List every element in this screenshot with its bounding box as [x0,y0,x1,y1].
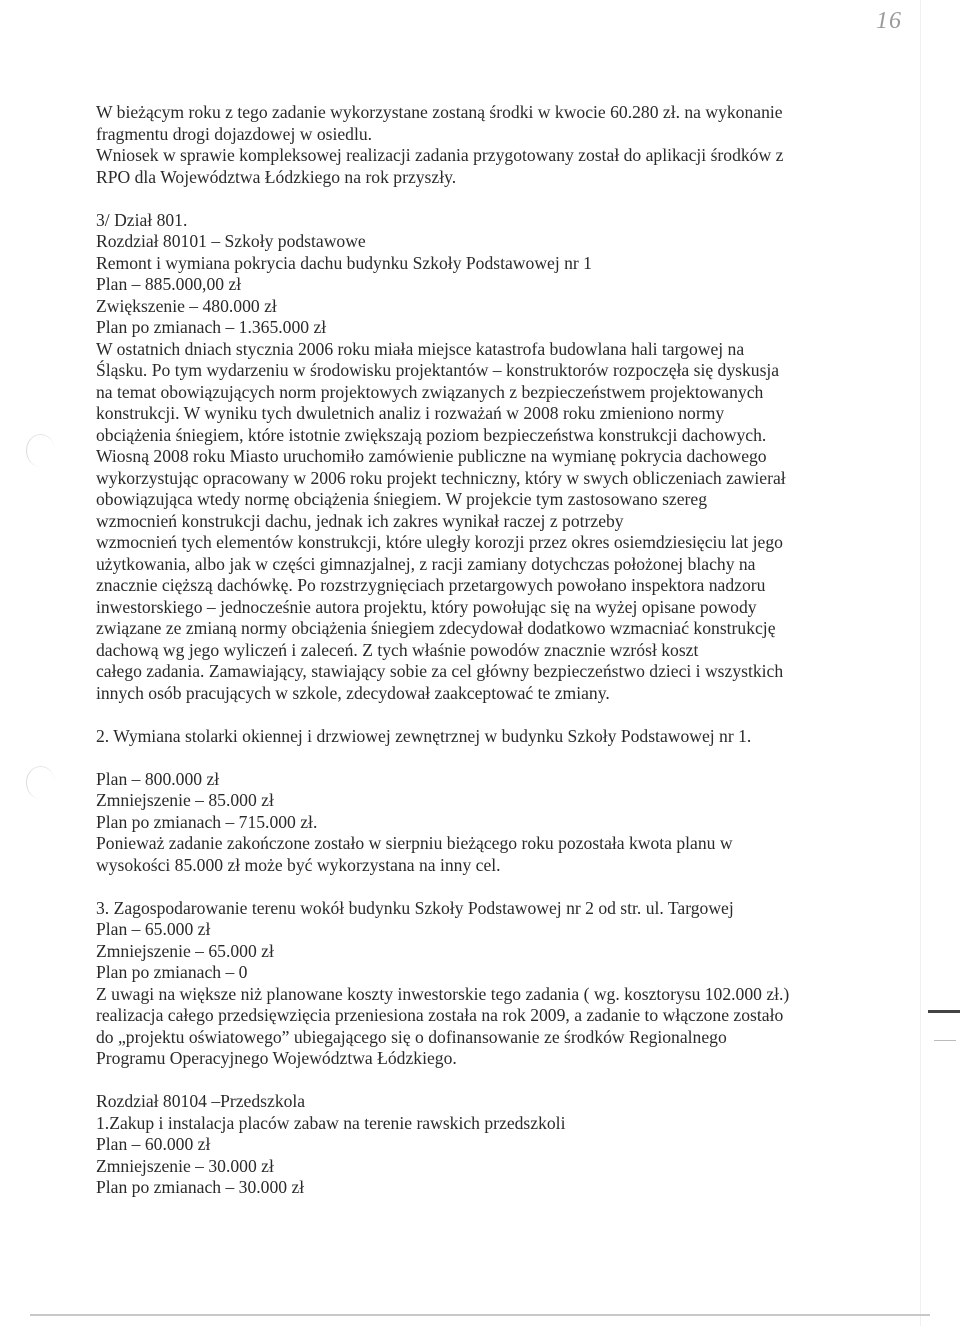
text-line: Wniosek w sprawie kompleksowej realizacji zadania przygotowany został do aplikacji środków z [96,145,784,165]
text-line: Remont i wymiana pokrycia dachu budynku Szkoły Podstawowej nr 1 [96,252,592,273]
text-line: RPO dla Województwa Łódzkiego na rok przyszły. [96,166,457,187]
blank-line [96,876,846,898]
text-line: Zwiększenie – 480.000 zł [96,295,277,316]
text-line: związane ze zmianą normy obciążenia śniegiem zdecydował dodatkowo wzmacniać konstrukcję [96,618,776,638]
text-line: Zmniejszenie – 30.000 zł [96,1155,274,1176]
text-line: Programu Operacyjnego Województwa Łódzkiego. [96,1048,457,1068]
text-line: obowiązująca wtedy normę obciążenia śniegiem. W projekcie tym zastosowano szereg [96,489,707,509]
scan-mark [934,1040,956,1041]
text-line: dachową wg jego wyliczeń i zaleceń. Z tych właśnie powodów znacznie wzrósł koszt [96,639,699,660]
text-line: Plan – 885.000,00 zł [96,274,242,294]
text-line: Z uwagi na większe niż planowane koszty inwestorskie tego zadania ( wg. kosztorysu 102.000 zł.) [96,983,790,1004]
text-line: Wiosną 2008 roku Miasto uruchomiło zamówienie publiczne na wymianę pokrycia dachowego [96,446,767,466]
text-line: wzmocnień konstrukcji dachu, jednak ich zakres wynikał raczej z potrzeby [96,510,624,531]
text-line: całego zadania. Zamawiający, stawiający sobie za cel główny bezpieczeństwo dzieci i wszystkich [96,661,784,681]
text-line: Plan po zmianach – 1.365.000 zł [96,317,327,337]
text-line: innych osób pracujących w szkole, zdecydował zaakceptować te zmiany. [96,682,610,703]
text-line: fragmentu drogi dojazdowej w osiedlu. [96,123,373,144]
text-line: inwestorskiego – jednocześnie autora projektu, który powołując się na wyżej opisane powody [96,596,757,617]
text-line: użytkowania, albo jak w części gimnazjalnej, z racji zamiany dotychczas położonej blachy na [96,553,756,574]
text-line: konstrukcji. W wyniku tych dwuletnich analiz i rozważań w 2008 roku zmieniono normy [96,403,725,423]
text-line: Rozdział 80101 – Szkoły podstawowe [96,231,366,251]
text-line: Plan po zmianach – 715.000 zł. [96,811,318,832]
text-line: Plan – 65.000 zł [96,919,211,939]
scan-mark [928,1010,960,1013]
page-number-handwritten: 16 [876,8,902,34]
text-line: znacznie cięższą dachówkę. Po rozstrzygnięciach przetargowych powołano inspektora nadzoru [96,575,766,595]
text-line: 2. Wymiana stolarki okiennej i drzwiowej zewnętrznej w budynku Szkoły Podstawowej nr 1. [96,725,752,746]
text-line: realizacja całego przedsięwzięcia przeniesiona została na rok 2009, a zadanie to włączone zostało [96,1005,784,1025]
blank-line [96,1070,846,1092]
text-line: Śląsku. Po tym wydarzeniu w środowisku projektantów – konstruktorów rozpoczęła się dyskusja [96,360,780,380]
text-line: Plan po zmianach – 0 [96,962,248,982]
text-line: Zmniejszenie – 85.000 zł [96,790,274,810]
text-line: Plan – 60.000 zł [96,1134,211,1154]
text-line: 1.Zakup i instalacja placów zabaw na terenie rawskich przedszkoli [96,1112,566,1133]
punch-hole [26,766,55,799]
text-line: obciążenia śniegiem, które istotnie zwiększają poziom bezpieczeństwa konstrukcji dachowych. [96,424,767,445]
scan-edge [920,0,921,1326]
text-line: W bieżącym roku z tego zadanie wykorzystane zostaną środki w kwocie 60.280 zł. na wykonanie [96,102,783,122]
document-body [96,102,846,1199]
blank-line [96,704,846,726]
text-line: Zmniejszenie – 65.000 zł [96,940,274,961]
scan-bottom-edge [30,1314,930,1316]
text-line: wykorzystując opracowany w 2006 roku projekt techniczny, który w swych obliczeniach zawierał [96,467,786,488]
text-line: wzmocnień tych elementów konstrukcji, które uległy korozji przez okres osiemdziesięciu lat jego [96,532,783,552]
text-line: W ostatnich dniach stycznia 2006 roku miała miejsce katastrofa budowlana hali targowej na [96,338,745,359]
text-line: na temat obowiązujących norm projektowych związanych z bezpieczeństwem projektowanych [96,381,764,402]
blank-line [96,747,846,769]
text-line: Ponieważ zadanie zakończone zostało w sierpniu bieżącego roku pozostała kwota planu w [96,833,733,853]
text-line: Plan – 800.000 zł [96,768,220,789]
text-line: Plan po zmianach – 30.000 zł [96,1177,305,1197]
text-line: Rozdział 80104 –Przedszkola [96,1091,306,1111]
punch-hole [26,434,55,467]
text-line: do „projektu oświatowego” ubiegającego się o dofinansowanie ze środków Regionalnego [96,1026,727,1047]
text-line: 3. Zagospodarowanie terenu wokół budynku Szkoły Podstawowej nr 2 od str. ul. Targowej [96,897,734,918]
text-line: wysokości 85.000 zł może być wykorzystana na inny cel. [96,854,501,875]
text-line: 3/ Dział 801. [96,209,188,230]
blank-line [96,188,846,210]
